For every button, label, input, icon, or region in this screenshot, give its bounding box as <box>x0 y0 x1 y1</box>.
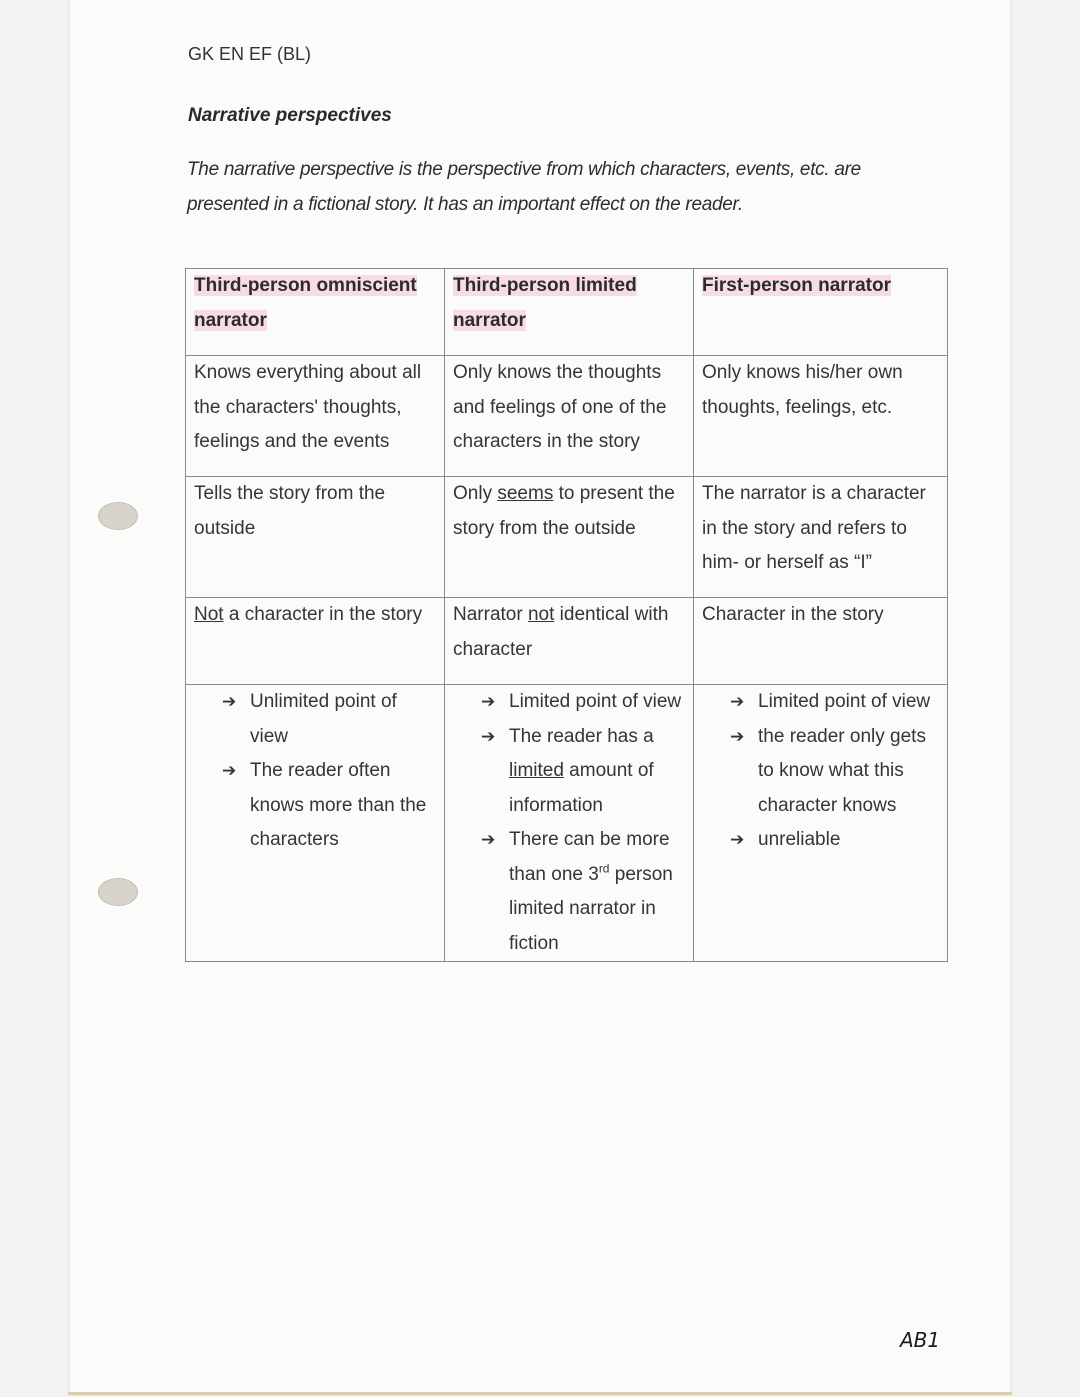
arrow-icon: ➔ <box>481 830 496 849</box>
cell-position-first-person: The narrator is a character in the story and refers to him- or herself as “I” <box>694 477 948 598</box>
arrow-icon: ➔ <box>730 726 745 746</box>
list-item: ➔ Limited point of view <box>722 685 939 720</box>
cell-effect-omniscient <box>186 685 445 962</box>
header-first-person: First-person narrator <box>694 269 948 356</box>
arrow-icon: ➔ <box>222 761 237 780</box>
punch-hole-bottom <box>98 878 138 906</box>
perspective-table <box>185 268 948 962</box>
cell-knowledge-limited: Only knows the thoughts and feelings of one of the characters in the story <box>445 356 694 477</box>
punch-hole-top <box>98 502 138 530</box>
header-omniscient: Third-person omniscient narrator <box>186 269 445 356</box>
arrow-icon: ➔ <box>730 692 745 711</box>
cell-effect-first-person <box>694 685 948 962</box>
cell-position-omniscient: Tells the story from the outside <box>186 477 445 598</box>
table-row <box>186 477 948 598</box>
list-item: ➔ Unlimited point of view <box>214 685 436 754</box>
page-title: Narrative perspectives <box>188 105 392 126</box>
list-item: ➔ the reader only gets to know what this character knows <box>722 720 939 824</box>
list-item: ➔ Limited point of view <box>473 685 685 720</box>
cell-character-first-person: Character in the story <box>694 598 948 685</box>
arrow-icon: ➔ <box>481 726 496 746</box>
header-limited: Third-person limited narrator <box>445 269 694 356</box>
arrow-icon: ➔ <box>481 692 496 711</box>
table-row <box>186 356 948 477</box>
cell-effect-limited <box>445 685 694 962</box>
cell-character-limited: Narrator not identical with character <box>445 598 694 685</box>
table-row <box>186 685 948 962</box>
cell-knowledge-omniscient: Knows everything about all the characters' thoughts, feelings and the events <box>186 356 445 477</box>
list-item: ➔ The reader has a limited amount of information <box>473 720 685 824</box>
cell-position-limited: Only seems to present the story from the outside <box>445 477 694 598</box>
arrow-icon: ➔ <box>730 830 745 849</box>
cell-knowledge-first-person: Only knows his/her own thoughts, feelings, etc. <box>694 356 948 477</box>
paper-edge <box>68 1392 1012 1395</box>
list-item: ➔ The reader often knows more than the characters <box>214 754 436 858</box>
course-code: GK EN EF (BL) <box>188 44 312 64</box>
handwritten-page-mark: AB1 <box>900 1328 941 1352</box>
arrow-icon: ➔ <box>222 692 237 711</box>
list-item: ➔ There can be more than one 3rd person limited narrator in fiction <box>473 823 685 961</box>
table-header-row <box>186 269 948 356</box>
cell-character-omniscient: Not a character in the story <box>186 598 445 685</box>
list-item: ➔ unreliable <box>722 823 939 858</box>
table-row <box>186 598 948 685</box>
intro-paragraph: The narrative perspective is the perspective from which characters, events, etc. are presented in a fictional story. It has an important effect on the reader. <box>187 159 861 215</box>
